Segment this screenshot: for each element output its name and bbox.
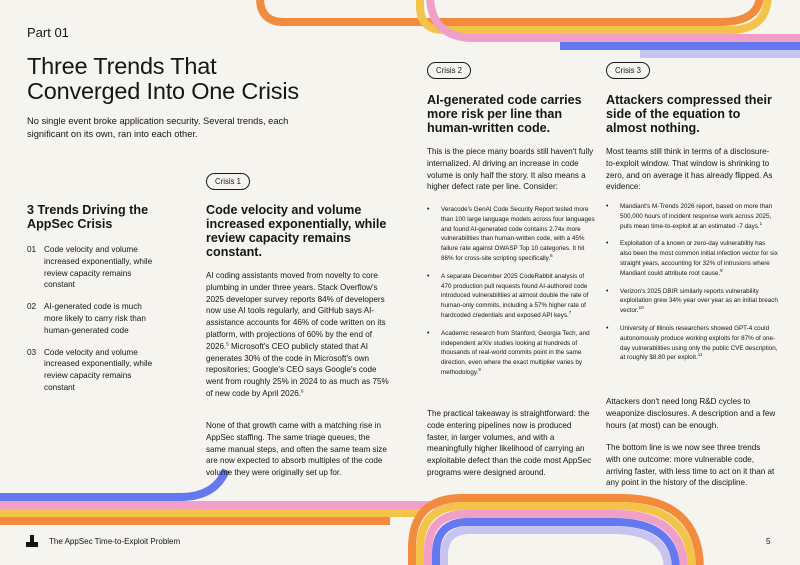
page-number: 5 [766, 537, 771, 546]
toc-item-text: Code velocity and volume increased exponentially, while review capacity remains constant [44, 245, 153, 290]
toc-item-number: 01 [27, 245, 37, 254]
crisis-3-bullet: • Exploitation of a known or zero-day vulnerability has also been the most common initial infection vector for six straight years, accounting for 32% of intrusions where Mandiant could attribute root cause.$^9$ [606, 240, 778, 277]
crisis-2-intro: This is the piece many boards still haven't fully internalized. AI driving an increase in code volume is only half the story. It also means a higher defect rate per line. Consider: [427, 147, 594, 192]
crisis-3-paragraph-2: Attackers don't need long R&D cycles to weaponize disclosures. A description and a few hours (at most) can be enough. [606, 397, 776, 430]
crisis-2-bullet: • A separate December 2025 CodeRabbit analysis of 470 production pull requests found AI-authored code introduced vulnerabilities at almost double the rate of human-only commits, including a 57% higher rate of hardcoded credentials and exposed API keys.$^7$ [427, 272, 589, 319]
crisis-1-paragraph-2: None of that growth came with a matching rise in AppSec staffing. The same triage queues, the same manual steps, and often the same team size are now expected to absorb multiples of the code volume they were originally set up for. [206, 421, 387, 478]
page-subtitle: No single event broke application security. Several trends, each significant on its own, ran into each other. [27, 116, 289, 139]
brand-logo-icon [26, 535, 38, 547]
toc-item-text: Code velocity and volume increased exponentially, while review capacity remains constant [44, 347, 153, 392]
toc-item [27, 301, 197, 336]
crisis-2-bullets [427, 205, 595, 386]
crisis-3-pill: Crisis 3 [606, 62, 650, 79]
toc-item-text: AI-generated code is much more likely to carry risk than human-generated code [44, 302, 146, 335]
crisis-3-bullets [606, 202, 778, 371]
toc-list [27, 244, 197, 404]
crisis-2-pill: Crisis 2 [427, 62, 471, 79]
crisis-2-heading: AI-generated code carries more risk per line than human-written code. [427, 93, 582, 135]
toc-item-number: 03 [27, 347, 37, 357]
crisis-2-bullet: • Veracode's GenAI Code Security Report tested more than 100 large language models across four languages and found AI-generated code contains 2.74x more vulnerabilities than human-written code, with a 45% failure rate against OWASP Top 10 categories. It hit 86% for cross-site scripting specifically.$^6$ [427, 206, 595, 262]
page-title: Three Trends That Converged Into One Crisis [27, 53, 299, 104]
crisis-1-pill: Crisis 1 [206, 173, 250, 190]
crisis-3-bullet: • Mandiant's M-Trends 2026 report, based on more than 500,000 hours of incident response work across 2025, puts mean time-to-exploit at an estimated -7 days.$^1$ [606, 203, 773, 230]
crisis-3-intro: Most teams still think in terms of a disclosure-to-exploit window. That window is shrinking to zero, and on average it has already flipped. As evidence: [606, 147, 773, 192]
crisis-1-paragraph-1: AI coding assistants moved from novelty to core plumbing in under three years. Stack Overflow's 2025 developer survey reports 84% of developers now use AI tools regularly, and GitHub says AI-assistance accounts for 46% of code written on its platform, with projections of 60% by the end of 2026.$^5$ Microsoft's CEO publicly stated that AI generates 30% of the code in Microsoft's own repositories; Google's CEO says Google's code went from roughly 25% in 2024 to as much as 75% of new code by April 2026.$^6$ [206, 271, 389, 398]
crisis-1-heading: Code velocity and volume increased exponentially, while review capacity remains constant. [206, 203, 387, 259]
toc-item [27, 244, 197, 291]
crisis-3-paragraph-3: The bottom line is we now see three trends with one outcome: more vulnerable code, arriving faster, with less time to act on it than at any point in the history of the discipline. [606, 443, 775, 488]
crisis-3-bullet: • University of Illinois researchers showed GPT-4 could autonomously produce working exploits for 87% of one-day vulnerabilities using only the public CVE description, at roughly $8.80 per exploit.$^{11}$ [606, 324, 778, 362]
crisis-2-outro: The practical takeaway is straightforward: the code entering pipelines now is produced faster, in larger volumes, and with a meaningfully higher likelihood of carrying an exploitable defect than the code most AppSec programs were designed around. [427, 409, 592, 477]
crisis-3-bullet: • Verizon's 2025 DBIR similarly reports vulnerability exploitation grew 34% year over year as an initial breach vector.$^{10}$ [606, 287, 778, 315]
part-label: Part 01 [27, 25, 69, 40]
crisis-2-bullet: • Academic research from Stanford, Georgia Tech, and independent arXiv studies looking at hundreds of thousands of real-world commits point in the same direction, even where the exact multiplier varies by methodology.$^8$ [427, 329, 590, 376]
toc-item [27, 347, 197, 394]
crisis-3-heading: Attackers compressed their side of the equation to almost nothing. [606, 93, 772, 135]
toc-title: 3 Trends Driving the AppSec Crisis [27, 203, 149, 231]
footer-title: The AppSec Time-to-Exploit Problem [49, 537, 181, 546]
toc-item-number: 02 [27, 302, 37, 312]
